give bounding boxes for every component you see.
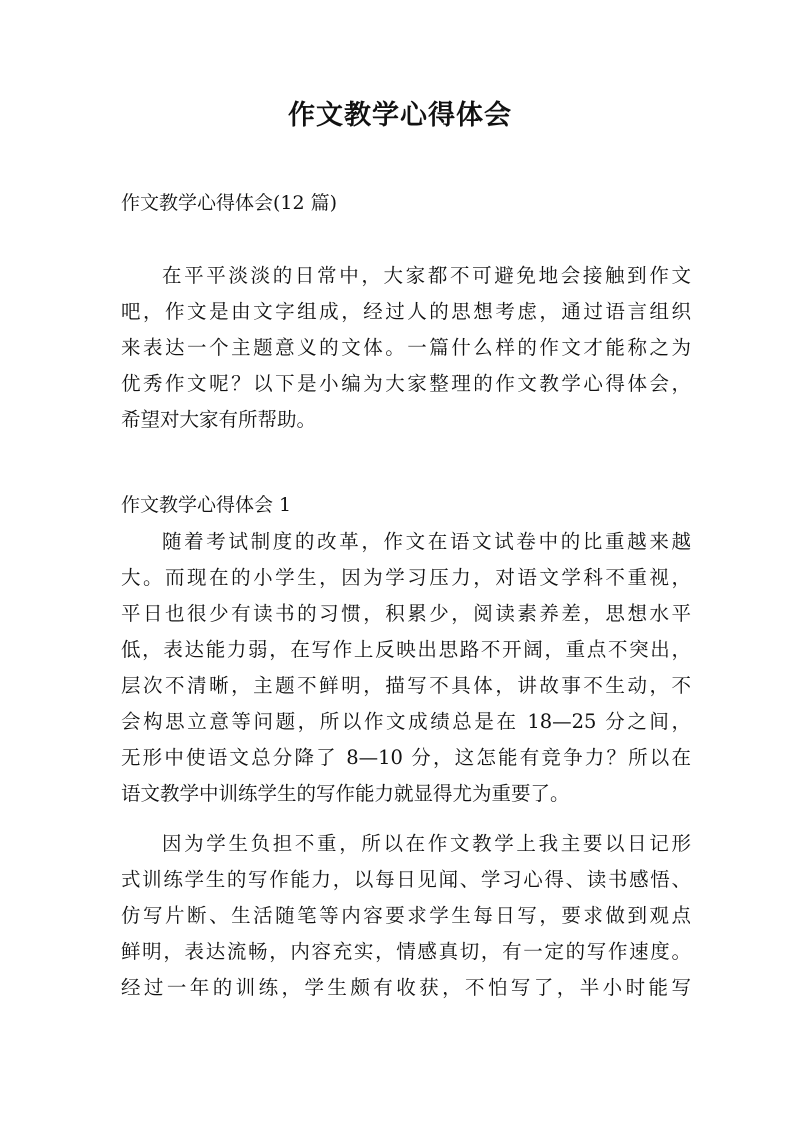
- paragraph-line: 随着考试制度的改革，作文在语文试卷中的比重越来越: [162, 530, 691, 553]
- paragraph-line: 经过一年的训练，学生颇有收获，不怕写了，半小时能写: [121, 976, 691, 999]
- intro-line: 在平平淡淡的日常中，大家都不可避免地会接触到作文: [162, 264, 691, 287]
- intro-line: 来表达一个主题意义的文体。一篇什么样的作文才能称之为: [121, 336, 691, 359]
- paragraph-line: 语文教学中训练学生的写作能力就显得尤为重要了。: [121, 782, 570, 805]
- paragraph-line: 无形中使语文总分降了 8—10 分，这怎能有竞争力？所以在: [121, 746, 691, 769]
- paragraph-line: 平日也很少有读书的习惯，积累少，阅读素养差，思想水平: [121, 602, 691, 625]
- paragraph-line: 会构思立意等问题，所以作文成绩总是在 18—25 分之间，: [121, 710, 691, 733]
- section-paragraph: [121, 826, 691, 1006]
- paragraph-line: 层次不清晰，主题不鲜明，描写不具体，讲故事不生动，不: [121, 674, 691, 697]
- intro-line: 希望对大家有所帮助。: [121, 408, 317, 431]
- paragraph-line: 因为学生负担不重，所以在作文教学上我主要以日记形: [162, 832, 691, 855]
- paragraph-line: 仿写片断、生活随笔等内容要求学生每日写，要求做到观点: [121, 904, 691, 927]
- paragraph-line: 低，表达能力弱，在写作上反映出思路不开阔，重点不突出，: [121, 638, 691, 661]
- paragraph-line: 式训练学生的写作能力，以每日见闻、学习心得、读书感悟、: [121, 868, 691, 891]
- document-title: 作文教学心得体会: [288, 100, 512, 131]
- intro-paragraph: [121, 258, 691, 438]
- paragraph-line: 鲜明，表达流畅，内容充实，情感真切，有一定的写作速度。: [121, 940, 691, 963]
- paragraph-line: 大。而现在的小学生，因为学习压力，对语文学科不重视，: [121, 566, 691, 589]
- intro-line: 优秀作文呢？以下是小编为大家整理的作文教学心得体会，: [121, 372, 691, 395]
- section-heading: 作文教学心得体会 1: [121, 494, 292, 516]
- intro-line: 吧，作文是由文字组成，经过人的思想考虑，通过语言组织: [121, 300, 691, 323]
- section-paragraph: [121, 524, 691, 812]
- document-subtitle: 作文教学心得体会(12 篇): [121, 192, 338, 214]
